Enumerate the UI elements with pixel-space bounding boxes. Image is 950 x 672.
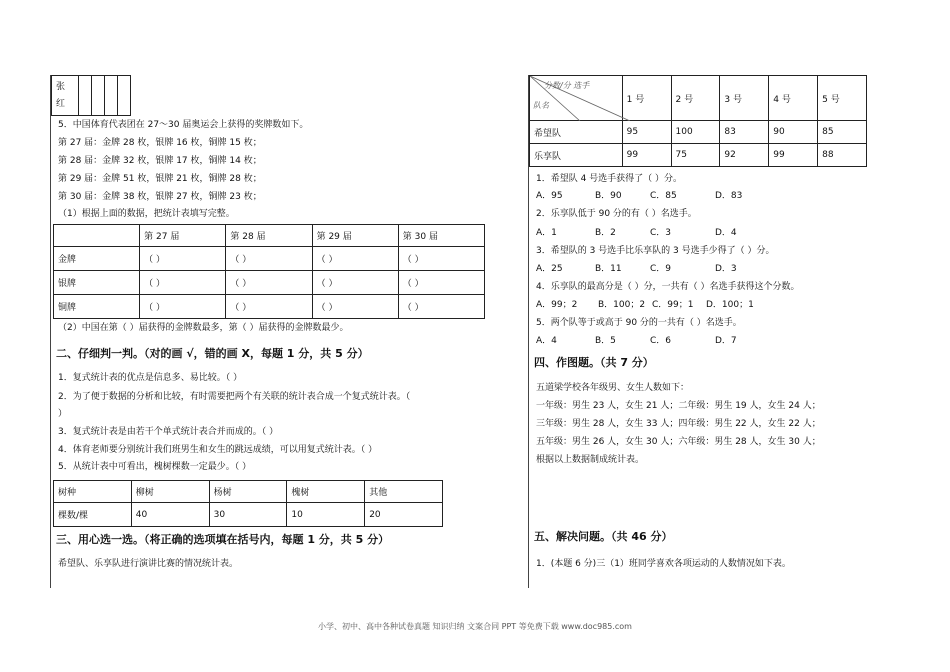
q5-line-28: 第 28 届：金牌 32 枚，银牌 17 枚，铜牌 14 枚；: [58, 156, 262, 166]
medal-header: 第 29 届: [312, 225, 398, 247]
judge-item-5: 5．从统计表中可看出，槐树棵数一定最少。（ ）: [58, 462, 252, 472]
q5-line-30: 第 30 届：金牌 38 枚，银牌 27 枚，铜牌 23 枚；: [58, 192, 262, 202]
section4-line-4: 五年级：男生 26 人，女生 30 人；六年级：男生 28 人，女生 30 人；: [536, 437, 821, 447]
choice-q2: 2．乐享队低于 90 分的有（ ）名选手。: [536, 209, 697, 219]
medal-row-label: 铜牌: [54, 295, 140, 319]
tree-cell: 20: [365, 503, 443, 527]
choice-q4: 4．乐享队的最高分是（ ）分，一共有（ ）名选手获得这个分数。: [536, 282, 800, 292]
page-footer: 小学、初中、高中各种试卷真题 知识归纳 文案合同 PPT 等免费下载 www.doc985.com: [318, 622, 632, 631]
choice-q4-a: A．99；2: [536, 300, 578, 310]
tree-cell: 40: [131, 503, 209, 527]
medal-cell: （ ）: [398, 271, 484, 295]
score-header: 2 号: [671, 76, 720, 121]
corner-label-top: 分数/分 选手: [544, 81, 590, 90]
tree-header: 其他: [365, 481, 443, 503]
tree-header: 树种: [54, 481, 132, 503]
score-cell: 95: [622, 121, 671, 144]
section5-heading: 五、解决问题。（共 46 分）: [534, 530, 673, 543]
choice-q2-a: A．1: [536, 228, 557, 238]
section3-intro: 希望队、乐享队进行演讲比赛的情况统计表。: [58, 559, 239, 569]
medal-cell: （ ）: [226, 271, 312, 295]
section3-heading: 三、用心选一选。（将正确的选项填在括号内，每题 1 分，共 5 分）: [56, 533, 390, 546]
score-cell: 83: [720, 121, 769, 144]
corner-label-bottom: 队名: [533, 101, 549, 110]
section4-line-2: 一年级：男生 23 人，女生 21 人；二年级：男生 19 人，女生 24 人；: [536, 401, 821, 411]
name-char-1: 张: [56, 81, 66, 92]
score-cell: 100: [671, 121, 720, 144]
choice-q3-b: B．11: [595, 264, 622, 274]
score-cell: 99: [622, 144, 671, 167]
choice-q4-b: B．100；2: [598, 300, 646, 310]
medal-row-label: 金牌: [54, 247, 140, 271]
q5-line-27: 第 27 届：金牌 28 枚，银牌 16 枚，铜牌 15 枚；: [58, 138, 262, 148]
q5-title: 5．中国体育代表团在 27～30 届奥运会上获得的奖牌数如下。: [58, 120, 309, 130]
choice-q3-a: A．25: [536, 264, 563, 274]
score-cell: 88: [818, 144, 867, 167]
score-corner: [530, 76, 623, 121]
medal-cell: （ ）: [312, 271, 398, 295]
judge-item-1: 1．复式统计表的优点是信息多、易比较。（ ）: [58, 373, 243, 383]
score-team: 乐享队: [530, 144, 623, 167]
choice-q3-c: C．9: [650, 264, 672, 274]
score-cell: 85: [818, 121, 867, 144]
medal-cell: （ ）: [226, 295, 312, 319]
choice-q2-d: D．4: [715, 228, 737, 238]
medal-header: 第 30 届: [398, 225, 484, 247]
medal-cell: （ ）: [140, 271, 226, 295]
judge-item-2-cont: ）: [58, 409, 68, 419]
tree-cell: 10: [287, 503, 365, 527]
judge-item-3: 3．复式统计表是由若干个单式统计表合并而成的。（ ）: [58, 427, 279, 437]
medal-cell: （ ）: [140, 295, 226, 319]
choice-q1-a: A．95: [536, 191, 563, 201]
choice-q3: 3．希望队的 3 号选手比乐享队的 3 号选手少得了（ ）分。: [536, 246, 775, 256]
choice-q1: 1．希望队 4 号选手获得了（ ）分。: [536, 174, 683, 184]
choice-q5-b: B．5: [595, 336, 616, 346]
tree-header: 柳树: [131, 481, 209, 503]
score-cell: 99: [769, 144, 818, 167]
choice-q4-d: D．100；1: [706, 300, 754, 310]
tree-table: [53, 480, 443, 527]
score-cell: 92: [720, 144, 769, 167]
choice-q2-c: C．3: [650, 228, 672, 238]
q5-sub2: （2）中国在第（ ）届获得的金牌数最多，第（ ）届获得的金牌数最少。: [58, 323, 349, 333]
tree-cell: 30: [209, 503, 287, 527]
choice-q5-c: C．6: [650, 336, 672, 346]
section4-line-3: 三年级：男生 28 人，女生 33 人；四年级：男生 22 人，女生 22 人；: [536, 419, 821, 429]
name-table: [51, 75, 131, 116]
medal-cell: （ ）: [140, 247, 226, 271]
q5-line-29: 第 29 届：金牌 51 枚，银牌 21 枚，铜牌 28 枚；: [58, 174, 262, 184]
choice-q1-c: C．85: [650, 191, 677, 201]
q5-sub1: （1）根据上面的数据，把统计表填写完整。: [58, 209, 235, 219]
score-header: 3 号: [720, 76, 769, 121]
judge-item-2: 2．为了便于数据的分析和比较，有时需要把两个有关联的统计表合成一个复式统计表。（: [58, 392, 411, 402]
section5-q1: 1．(本题 6 分)三（1）班同学喜欢各项运动的人数情况如下表。: [536, 559, 791, 569]
score-header: 4 号: [769, 76, 818, 121]
medal-cell: （ ）: [312, 295, 398, 319]
section4-heading: 四、作图题。（共 7 分）: [534, 356, 654, 369]
section4-line-1: 五道梁学校各年级男、女生人数如下：: [536, 383, 690, 393]
name-char-2: 红: [56, 98, 66, 109]
choice-q1-d: D．83: [715, 191, 743, 201]
score-header: 1 号: [622, 76, 671, 121]
choice-q1-b: B．90: [595, 191, 622, 201]
score-team: 希望队: [530, 121, 623, 144]
medal-header: 第 28 届: [226, 225, 312, 247]
tree-header: 槐树: [287, 481, 365, 503]
tree-cell: 棵数/棵: [54, 503, 132, 527]
medal-table: [53, 224, 485, 319]
choice-q4-c: C．99；1: [652, 300, 694, 310]
judge-item-4: 4．体育老师要分别统计我们班男生和女生的跳远成绩，可以用复式统计表。（ ）: [58, 445, 378, 455]
score-cell: 75: [671, 144, 720, 167]
section4-line-5: 根据以上数据制成统计表。: [536, 455, 645, 465]
choice-q5: 5．两个队等于或高于 90 分的一共有（ ）名选手。: [536, 318, 742, 328]
medal-cell: （ ）: [398, 295, 484, 319]
medal-row-label: 银牌: [54, 271, 140, 295]
score-cell: 90: [769, 121, 818, 144]
choice-q2-b: B．2: [595, 228, 616, 238]
choice-q5-a: A．4: [536, 336, 557, 346]
choice-q5-d: D．7: [715, 336, 737, 346]
medal-cell: （ ）: [398, 247, 484, 271]
tree-header: 杨树: [209, 481, 287, 503]
medal-header: 第 27 届: [140, 225, 226, 247]
medal-cell: （ ）: [226, 247, 312, 271]
choice-q3-d: D．3: [715, 264, 737, 274]
section2-heading: 二、仔细判一判。（对的画 √，错的画 X，每题 1 分，共 5 分）: [56, 347, 369, 360]
medal-cell: （ ）: [312, 247, 398, 271]
score-header: 5 号: [818, 76, 867, 121]
score-table: [529, 75, 867, 167]
